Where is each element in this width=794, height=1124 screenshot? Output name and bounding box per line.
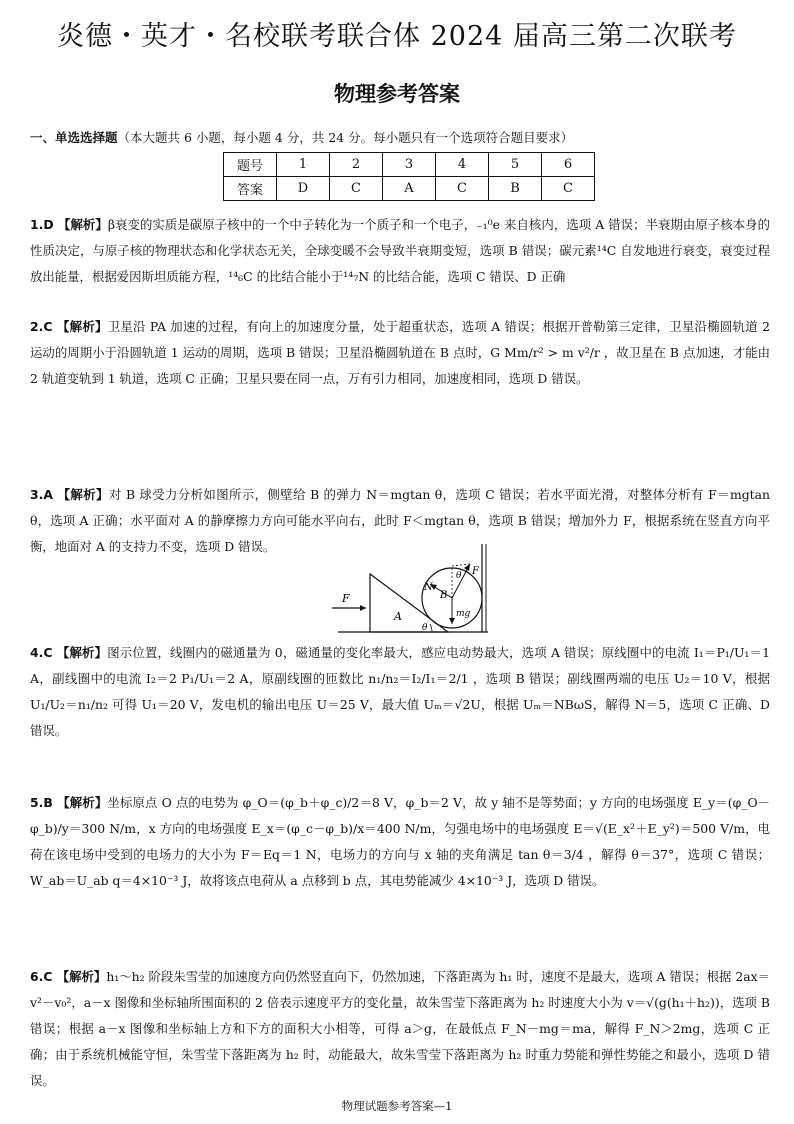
- label-f: F: [342, 592, 350, 605]
- table-cell: 3: [383, 153, 436, 177]
- label-f2: F: [472, 566, 479, 577]
- table-cell: C: [542, 177, 595, 201]
- item-text: β衰变的实质是碳原子核中的一个中子转化为一个质子和一个电子，₋₁⁰e 来自核内，选项 A 错误；半衰期由原子核本身的性质决定，与原子核的物理状态和化学状态无关，全球变暖不会导致半衰期变短，选项 B 错误；碳元素¹⁴C 自发地进行衰变，衰变过程放出能量，根据爱因斯坦质能方程，¹⁴₆C 的比结合能小于¹⁴₇N 的比结合能，选项 C 错误、D 正确: [30, 217, 770, 284]
- label-mg: mg: [456, 609, 471, 619]
- table-cell: C: [330, 177, 383, 201]
- label-theta-top: θ: [456, 571, 462, 581]
- item-text: h₁～h₂ 阶段朱雪莹的加速度方向仍然竖直向下，仍然加速，下落距离为 h₁ 时，速度不是最大，选项 A 错误；根据 2ax＝v²－v₀²，a－x 图像和坐标轴所围面积的 2 倍表示速度平方的变化量，故朱雪莹下落距离为 h₂ 时速度大小为 v＝√(g(h₁＋h₂))，选项 B 错误；根据 a－x 图像和坐标轴上方和下方的面积大小相等，可得 a＞g，在最低点 F_N－mg＝ma，解得 F_N＞2mg，选项 C 正确；由于系统机械能守恒，朱雪莹下落距离为 h₂ 时，动能最大，故朱雪莹下落距离为 h₂ 时重力势能和弹性势能之和最小，选项 D 错误。: [30, 969, 770, 1088]
- answer-item-2: [30, 314, 770, 392]
- table-cell: 2: [330, 153, 383, 177]
- exam-title: 炎德・英才・名校联考联合体 2024 届高三第二次联考: [57, 21, 737, 52]
- answer-item-5: [30, 790, 770, 894]
- table-cell: B: [489, 177, 542, 201]
- label-n: N: [424, 582, 433, 593]
- item-text: 图示位置，线圈内的磁通量为 0，磁通量的变化率最大，感应电动势最大，选项 A 错误；原线圈中的电流 I₁＝P₁/U₁＝1 A，副线圈中的电流 I₂＝2 P₁/U₁＝2 A，原副线圈的匝数比 n₁/n₂＝I₂/I₁＝2/1 ，选项 B 错误；副线圈两端的电压 U₂＝10 V，根据 U₁/U₂＝n₁/n₂ 可得 U₁＝20 V，发电机的输出电压 U＝25 V，最大值 Uₘ＝√2U，根据 Uₘ＝NBωS，解得 N＝5，选项 C 正确、D 错误。: [30, 645, 770, 738]
- table-cell-label: 题号: [224, 153, 277, 177]
- table-cell: 5: [489, 153, 542, 177]
- force-f-arrowhead: [360, 605, 366, 611]
- table-cell: D: [277, 177, 330, 201]
- item-label: 4.C 【解析】: [30, 645, 108, 660]
- label-a: A: [394, 610, 402, 623]
- table-cell: 1: [277, 153, 330, 177]
- table-cell-label: 答案: [224, 177, 277, 201]
- answer-table-row-numbers: [224, 153, 595, 177]
- page-footer: 物理试题参考答案—1: [341, 1099, 453, 1113]
- force-diagram: [330, 540, 490, 636]
- section-heading-label: 一、单选选择题: [30, 130, 118, 145]
- item-text: 卫星沿 PA 加速的过程，有向上的加速度分量，处于超重状态，选项 A 错误；根据开普勒第三定律，卫星沿椭圆轨道 2 运动的周期小于沿圆轨道 1 运动的周期，选项 B 错误；卫星沿椭圆轨道在 B 点时，G Mm/r² > m v²/r ，故卫星在 B 点加速，才能由 2 轨道变轨到 1 轨道，选项 C 正确；卫星只要在同一点，万有引力相同，加速度相同，选项 D 错误。: [30, 319, 770, 386]
- item-label: 6.C 【解析】: [30, 969, 107, 984]
- item-label: 1.D 【解析】: [30, 217, 108, 232]
- section-heading-note: （本大题共 6 小题，每小题 4 分，共 24 分。每小题只有一个选项符合题目要求）: [117, 130, 574, 145]
- section-heading: [30, 128, 770, 146]
- gravity-arrowhead: [449, 618, 455, 624]
- label-b: B: [440, 590, 448, 601]
- answer-table: [223, 152, 595, 201]
- subject-title: 物理参考答案: [334, 82, 460, 106]
- item-label: 3.A 【解析】: [30, 487, 109, 502]
- item-text: 坐标原点 O 点的电势为 φ_O＝(φ_b＋φ_c)/2＝8 V，φ_b＝2 V，故 y 轴不是等势面；y 方向的电场强度 E_y＝(φ_O－φ_b)/y＝300 N/m，x 方向的电场强度 E_x＝(φ_c－φ_b)/x＝400 N/m，匀强电场中的电场强度 E＝√(E_x²＋E_y²)＝500 V/m，电荷在该电场中受到的电场力的大小为 F＝Eq＝1 N，电场力的方向与 x 轴的夹角满足 tan θ＝3/4 ，解得 θ＝37°，选项 C 错误；W_ab＝U_ab q＝4×10⁻³ J，故将该点电荷从 a 点移到 b 点，其电势能减少 4×10⁻³ J，选项 D 错误。: [30, 795, 770, 888]
- answer-item-6: [30, 964, 770, 1094]
- angle-arc: [430, 624, 432, 632]
- answer-item-4: [30, 640, 770, 744]
- label-theta-bottom: θ: [422, 623, 428, 633]
- answer-item-1: [30, 212, 770, 290]
- table-cell: C: [436, 177, 489, 201]
- table-cell: 6: [542, 153, 595, 177]
- answer-table-row-answers: [224, 177, 595, 201]
- table-cell: A: [383, 177, 436, 201]
- item-label: 2.C 【解析】: [30, 319, 108, 334]
- item-text: 对 B 球受力分析如图所示，侧壁给 B 的弹力 N＝mgtan θ，选项 C 错误；若水平面光滑，对整体分析有 F＝mgtan θ，选项 A 正确；水平面对 A 的静摩擦力方向可能水平向右，此时 F＜mgtan θ，选项 B 错误；增加外力 F，根据系统在竖直方向平衡，地面对 A 的支持力不变，选项 D 错误。: [30, 487, 771, 554]
- dashed-parallelogram: [452, 564, 470, 566]
- table-cell: 4: [436, 153, 489, 177]
- item-label: 5.B 【解析】: [30, 795, 108, 810]
